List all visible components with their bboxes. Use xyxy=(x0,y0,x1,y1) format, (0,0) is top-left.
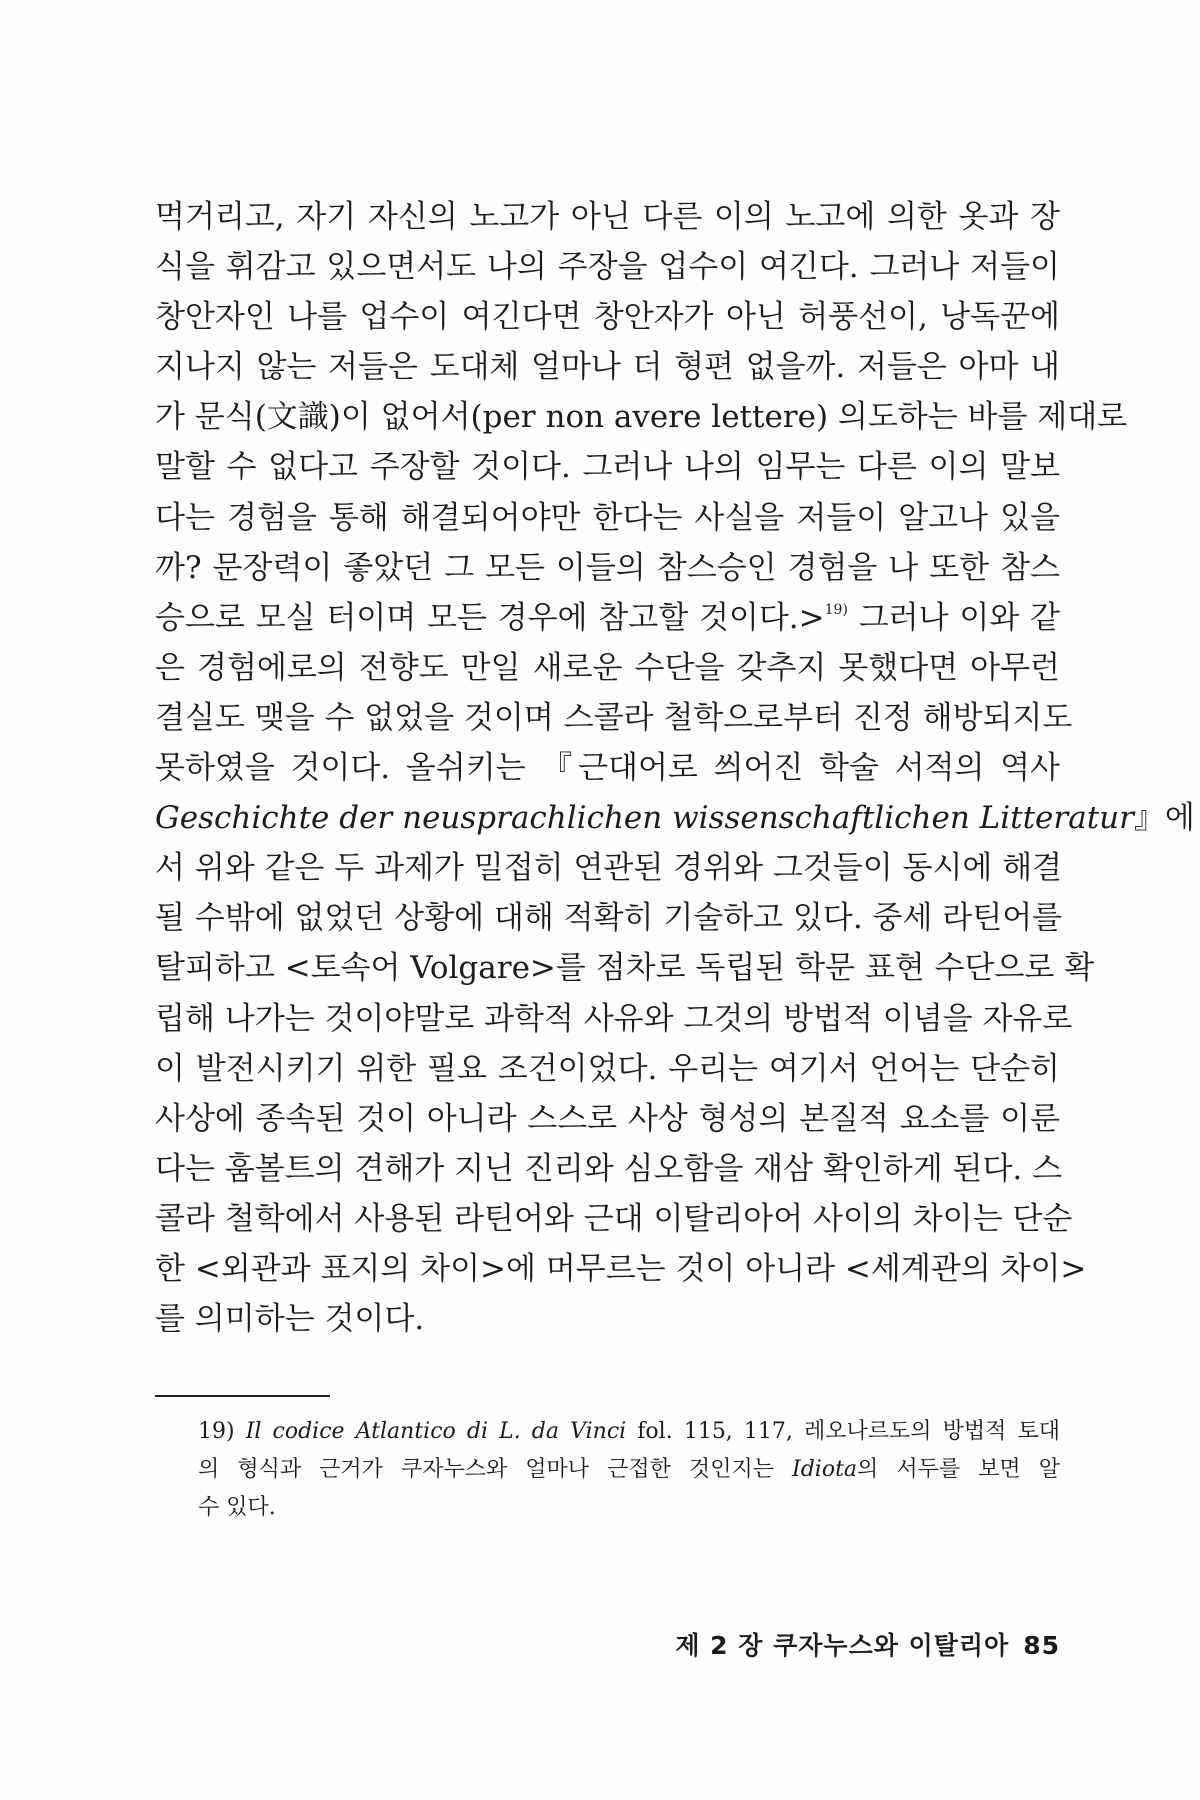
text-line: 까? 문장력이 좋았던 그 모든 이들의 참스승인 경험을 나 또한 참스 xyxy=(155,549,1060,586)
text-line xyxy=(155,793,1195,843)
running-footer xyxy=(675,1626,1060,1662)
footnote-text: 의 서두를 보면 알 xyxy=(857,1457,1060,1482)
footnote-text: 의 형식과 근거가 쿠자누스와 얼마나 근접한 것인지는 xyxy=(198,1457,793,1482)
text-line xyxy=(155,593,1060,643)
text-line: 립해 나가는 것이야말로 과학적 사유와 그것의 방법적 이념을 자유로 xyxy=(155,1000,1073,1037)
body-text xyxy=(155,192,1195,1344)
text-line: 다는 경험을 통해 해결되어야만 한다는 사실을 저들이 알고나 있을 xyxy=(155,499,1060,536)
footnote xyxy=(198,1413,1060,1527)
text-line: 말할 수 없다고 주장할 것이다. 그러나 나의 임무는 다른 이의 말보 xyxy=(155,449,1060,486)
text-line: 창안자인 나를 업수이 여긴다면 창안자가 아닌 허풍선이, 낭독꾼에 xyxy=(155,299,1060,336)
text-segment: 승으로 모실 터이며 모든 경우에 참고할 것이다.> xyxy=(155,599,825,636)
footnote-line: 수 있다. xyxy=(198,1495,276,1520)
text-segment: 그러나 이와 같 xyxy=(847,599,1060,636)
text-line: 한 <외관과 표지의 차이>에 머무르는 것이 아니라 <세계관의 차이> xyxy=(155,1250,1087,1287)
chapter-title: 제 2 장 쿠자누스와 이탈리아 xyxy=(675,1631,1010,1660)
text-line: 사상에 종속된 것이 아니라 스스로 사상 형성의 본질적 요소를 이룬 xyxy=(155,1100,1060,1137)
text-line: 콜라 철학에서 사용된 라틴어와 근대 이탈리아어 사이의 차이는 단순 xyxy=(155,1200,1073,1237)
text-line: 식을 휘감고 있으면서도 나의 주장을 업수이 여긴다. 그러나 저들이 xyxy=(155,249,1060,286)
footnote-text: fol. 115, 117, 레오나르도의 방법적 토대 xyxy=(626,1419,1060,1444)
footnote-italic-title: Il codice Atlantico di L. da Vinci xyxy=(245,1419,627,1444)
text-line: 못하였을 것이다. 올쉬키는 『근대어로 씌어진 학술 서적의 역사 xyxy=(155,750,1060,787)
footnote-divider xyxy=(155,1395,330,1397)
book-title-italic: Geschichte der neusprachlichen wissenschaftlichen Litteratur xyxy=(155,800,1134,837)
text-line: 를 의미하는 것이다. xyxy=(155,1301,425,1338)
text-line: 탈피하고 <토속어 Volgare>를 점차로 독립된 학문 표현 수단으로 확 xyxy=(155,950,1095,987)
text-line: 될 수밖에 없었던 상황에 대해 적확히 기술하고 있다. 중세 라틴어를 xyxy=(155,900,1063,937)
text-line: 지나지 않는 저들은 도대체 얼마나 더 형편 없을까. 저들은 아마 내 xyxy=(155,349,1060,386)
footnote-line xyxy=(198,1451,1060,1489)
text-line: 가 문식(文識)이 없어서(per non avere lettere) 의도하는 바를 제대로 xyxy=(155,399,1128,436)
footnote-number: 19) xyxy=(198,1419,235,1444)
page-number: 85 xyxy=(1023,1631,1060,1660)
text-line: 먹거리고, 자기 자신의 노고가 아닌 다른 이의 노고에 의한 옷과 장 xyxy=(155,199,1060,235)
text-segment: 』에 xyxy=(1133,800,1195,837)
text-line: 은 경험에로의 전향도 만일 새로운 수단을 갖추지 못했다면 아무런 xyxy=(155,649,1060,686)
text-line: 이 발전시키기 위한 필요 조건이었다. 우리는 여기서 언어는 단순히 xyxy=(155,1050,1060,1087)
footnote-reference[interactable]: 19) xyxy=(824,601,848,618)
text-line: 다는 훔볼트의 견해가 지닌 진리와 심오함을 재삼 확인하게 된다. 스 xyxy=(155,1150,1063,1187)
footnote-italic-title: Idiota xyxy=(792,1457,858,1482)
text-line: 서 위와 같은 두 과제가 밀접히 연관된 경위와 그것들이 동시에 해결 xyxy=(155,850,1063,887)
text-line: 결실도 맺을 수 없었을 것이며 스콜라 철학으로부터 진정 해방되지도 xyxy=(155,699,1073,736)
footnote-line xyxy=(198,1413,1060,1451)
